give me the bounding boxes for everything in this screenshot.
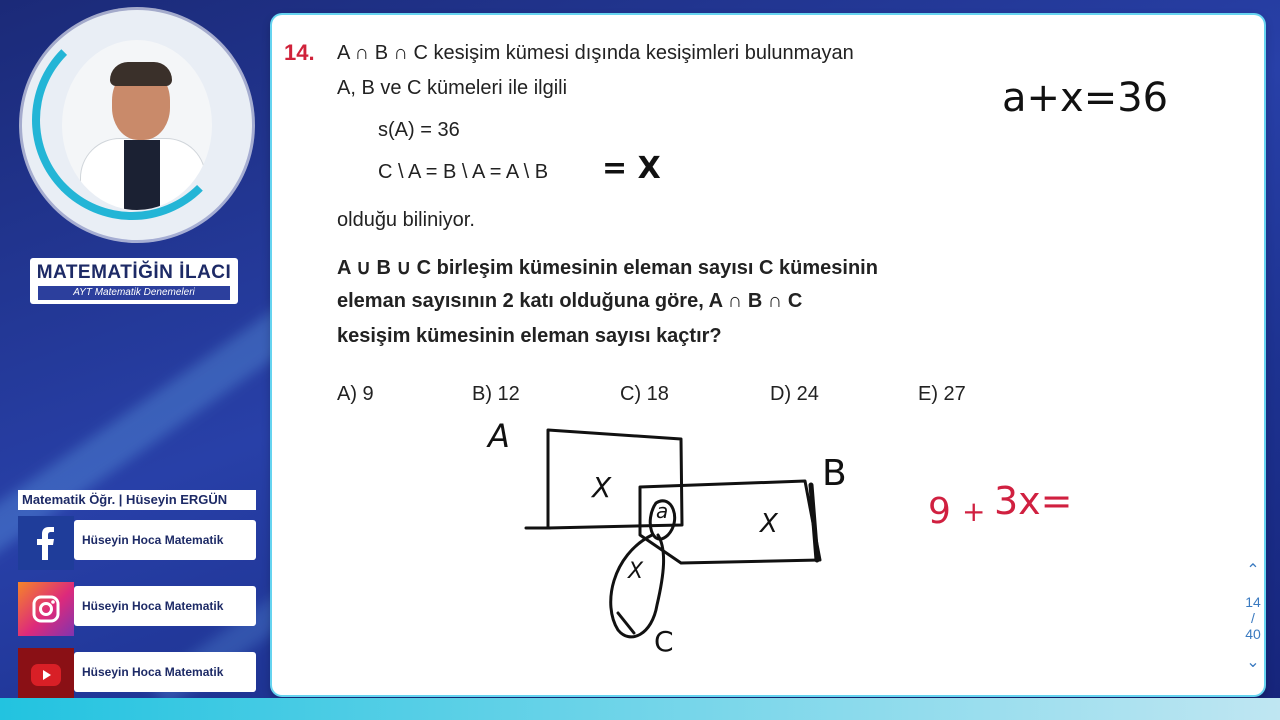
formula-line: C \ A = B \ A = A \ B [378,161,549,183]
region-x-a: X [592,471,612,504]
instagram-icon [18,582,74,636]
presenter-shirt [124,140,160,210]
option-d[interactable]: D) 24 [770,383,819,405]
teacher-label: Matematik Öğr. | Hüseyin ERGÜN [18,490,256,510]
handwritten-eq-top: a+x=36 [1002,75,1169,121]
brand-logo [30,258,238,304]
region-a: a [656,499,669,523]
option-c[interactable]: C) 18 [620,383,669,405]
set-c-shape [611,535,664,637]
question-card [272,15,1264,695]
handwritten-red-3x: 3x= [994,479,1073,523]
option-a[interactable]: A) 9 [337,383,374,405]
social-facebook[interactable] [18,516,256,558]
set-sketch [272,15,1264,695]
label-set-b: B [822,453,847,494]
question-line: A ∩ B ∩ C kesişim kümesi dışında kesişimleri bulunmayan [337,42,854,64]
question-bold-line: A ∪ B ∪ C birleşim kümesinin eleman sayısı C kümesinin [337,257,878,279]
pager-total: 40 [1245,626,1261,642]
facebook-icon [18,516,74,570]
presenter-photo [62,40,212,210]
pager-current: 14 [1245,594,1261,610]
question-bold-line: eleman sayısının 2 katı olduğuna göre, A ∩ B ∩ C [337,290,803,312]
youtube-icon [18,648,74,702]
brand-title: MATEMATİĞİN İLACI [36,262,232,283]
chevron-up-icon[interactable]: ⌃ [1246,562,1260,579]
social-youtube-label[interactable]: Hüseyin Hoca Matematik [74,652,256,692]
question-number: 14. [284,40,315,65]
formula-line: s(A) = 36 [378,119,460,141]
pager [1240,560,1266,672]
handwritten-red-plus: + [962,495,986,528]
presenter-hair [110,62,172,86]
bottom-bar [0,698,1280,720]
presenter-avatar [22,10,252,240]
pager-separator: / [1251,610,1255,626]
handwritten-eq-x: = X [602,151,661,186]
brand-subtitle: AYT Matematik Denemeleri [38,286,230,300]
label-set-a: A [488,417,510,455]
question-line: A, B ve C kümeleri ile ilgili [337,77,568,99]
set-b-edge [811,485,817,560]
social-instagram[interactable] [18,582,256,624]
option-e[interactable]: E) 27 [918,383,966,405]
region-x-b: X [760,509,778,539]
question-bold-line: kesişim kümesinin eleman sayısı kaçtır? [337,325,722,347]
social-youtube[interactable] [18,648,256,690]
handwritten-red-9: 9 [928,491,951,532]
option-b[interactable]: B) 12 [472,383,520,405]
region-x-c: X [628,559,644,584]
question-line: olduğu biliniyor. [337,209,475,231]
social-facebook-label[interactable]: Hüseyin Hoca Matematik [74,520,256,560]
set-c-stroke [618,613,634,633]
label-set-c: C [654,625,674,658]
chevron-down-icon[interactable]: ⌄ [1246,654,1260,671]
social-instagram-label[interactable]: Hüseyin Hoca Matematik [74,586,256,626]
